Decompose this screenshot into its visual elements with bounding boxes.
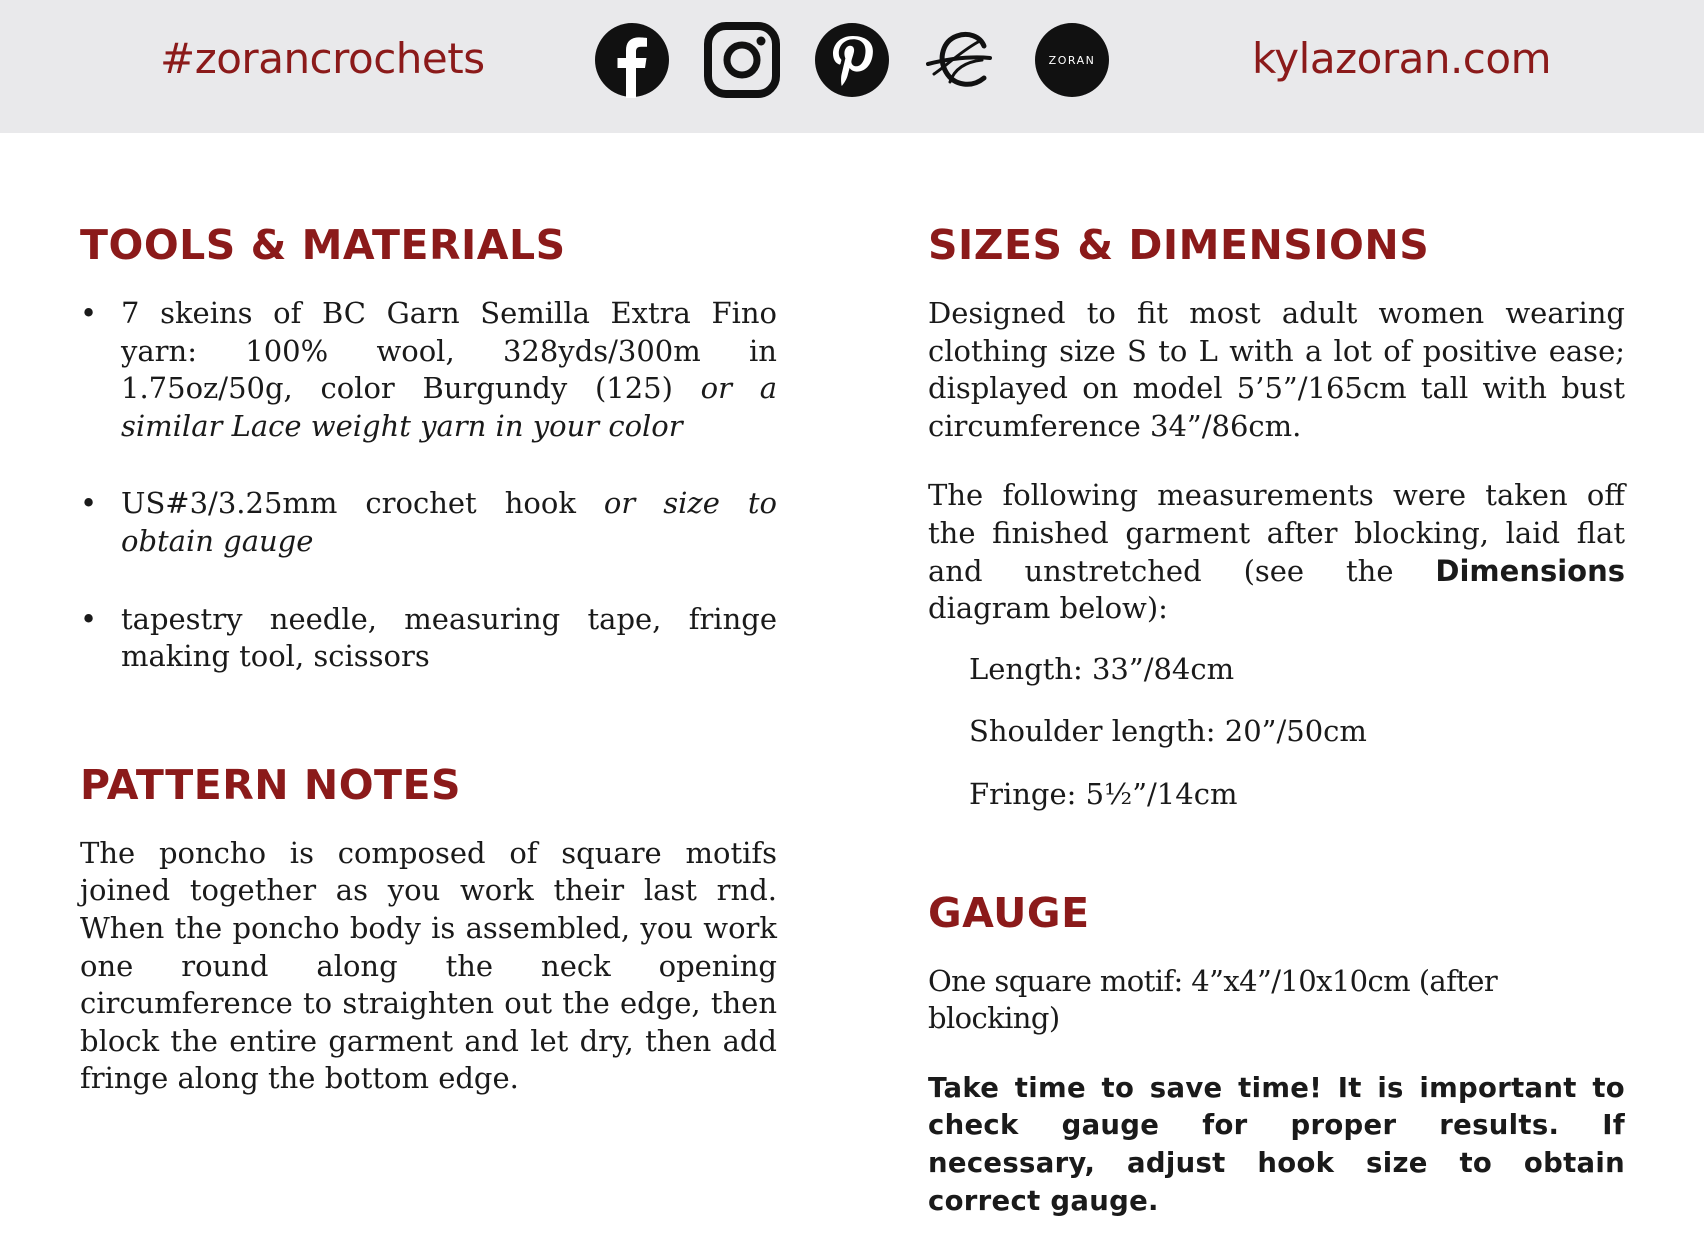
tools-item-note: or size to obtain gauge bbox=[121, 486, 777, 558]
measurement-fringe: Fringe: 5½”/14cm bbox=[969, 776, 1238, 811]
tools-item-note: or a similar Lace weight yarn in your color bbox=[121, 371, 777, 443]
sizes-intro-text: The following measurements were taken off the finished garment after blocking, laid flat and unstretched (see the bbox=[928, 478, 1625, 588]
notes-text: The poncho is composed of square motifs joined together as you work their last rnd. When the poncho body is assembled, you work one round along the neck opening circumference to straighten out the edge, then block the entire garment and let dry, then add fringe along the bottom edge. bbox=[80, 835, 777, 1096]
sizes-intro: Designed to fit most adult women wearing clothing size S to L with a lot of positive ease; displayed on model 5’5”/165cm tall with bust circumference 34”/86cm. bbox=[928, 296, 1625, 443]
website-link[interactable]: kylazoran.com bbox=[1251, 34, 1551, 83]
tools-heading: TOOLS & MATERIALS bbox=[80, 221, 566, 269]
hashtag-text: #zorancrochets bbox=[160, 34, 485, 83]
sizes-intro-text-end: diagram below): bbox=[928, 591, 1168, 626]
tools-list bbox=[80, 295, 777, 676]
bullet-icon: • bbox=[80, 601, 98, 636]
bullet-icon: • bbox=[80, 486, 98, 521]
right-column bbox=[928, 218, 1625, 1220]
sizes-measurements-intro bbox=[928, 477, 1625, 627]
zoran-logo-text: ZORAN bbox=[1048, 54, 1096, 67]
bullet-icon: • bbox=[80, 296, 98, 330]
instagram-icon[interactable] bbox=[704, 22, 780, 98]
notes-heading: PATTERN NOTES bbox=[80, 760, 462, 809]
sizes-heading: SIZES & DIMENSIONS bbox=[928, 221, 1430, 269]
tools-item bbox=[80, 485, 777, 560]
measurement-length: Length: 33”/84cm bbox=[969, 651, 1235, 686]
measurement-shoulder: Shoulder length: 20”/50cm bbox=[969, 714, 1367, 749]
tools-item bbox=[80, 601, 777, 676]
gauge-warning: Take time to save time! It is important to check gauge for proper results. If necessary, adjust hook size to obtain correct gauge. bbox=[928, 1071, 1625, 1217]
tools-item-text: 7 skeins of BC Garn Semilla Extra Fino yarn: 100% wool, 328yds/300m in 1.75oz/50g, color Burgundy (125) bbox=[121, 296, 777, 406]
gauge-text: One square motif: 4”x4”/10x10cm (after blocking) bbox=[928, 963, 1498, 1036]
gauge-heading: GAUGE bbox=[928, 888, 1090, 937]
etsy-e-icon[interactable] bbox=[924, 22, 1000, 98]
tools-item-text: tapestry needle, measuring tape, fringe making tool, scissors bbox=[121, 601, 777, 674]
pinterest-icon[interactable] bbox=[814, 22, 890, 98]
header-bar bbox=[0, 0, 1704, 133]
dimensions-reference: Dimensions bbox=[1435, 553, 1625, 588]
tools-item bbox=[80, 295, 777, 445]
zoran-logo-icon[interactable] bbox=[1034, 22, 1110, 98]
left-column bbox=[80, 218, 777, 1098]
facebook-icon[interactable] bbox=[594, 22, 670, 98]
tools-item-text: US#3/3.25mm crochet hook bbox=[121, 486, 604, 521]
